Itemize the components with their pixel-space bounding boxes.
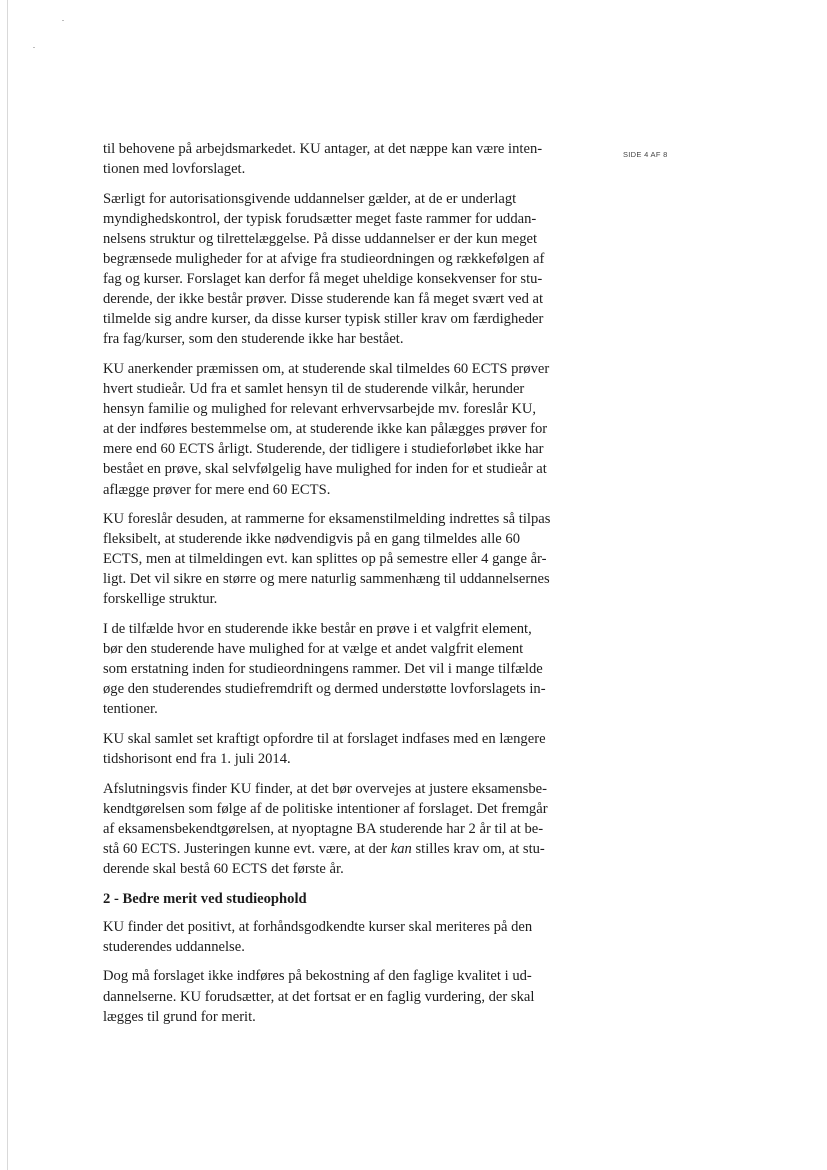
body-paragraph: I de tilfælde hvor en studerende ikke består en prøve i et valgfrit element, bør den studerende have mulighed for at vælge et andet valgfrit element som erstatning inden for studieordningens rammer. Det vil i mange tilfælde øge den studerendes studiefremdrift og dermed understøtte lovforslagets in- tentioner. — [103, 621, 546, 718]
scan-speck — [62, 20, 64, 21]
letter-body — [103, 139, 583, 1036]
body-paragraph: Dog må forslaget ikke indføres på bekostning af den faglige kvalitet i ud- dannelserne. KU forudsætter, at det fortsat er en faglig vurdering, der skal lægges til grund for merit. — [103, 968, 535, 1025]
body-paragraph: KU anerkender præmissen om, at studerende skal tilmeldes 60 ECTS prøver hvert studieår. Ud fra et samlet hensyn til de studerende vilkår, herunder hensyn familie og mulighed for relevant erhvervsarbejde mv. foreslår KU, at der indføres bestemmelse om, at studerende ikke kan pålægges prøver for mere end 60 ECTS årligt. Studerende, der tidligere i studieforløbet ikke har bestået en prøve, skal selvfølgelig have mulighed for inden for et studieår at aflægge prøver for mere end 60 ECTS. — [103, 360, 550, 498]
emphasis-kan: kan — [390, 841, 412, 857]
body-paragraph: KU foreslår desuden, at rammerne for eksamenstilmelding indrettes så tilpas fleksibelt, at studerende ikke nødvendigvis på en gang tilmeldes alle 60 ECTS, men at tilmeldingen evt. kan splittes op på semestre eller 4 gange år- ligt. Det vil sikre en større og mere naturlig sammenhæng til uddannelsernes forskellige struktur. — [103, 511, 551, 608]
page-number-marker: SIDE 4 AF 8 — [623, 150, 668, 159]
scan-speck — [33, 47, 35, 48]
body-paragraph: KU finder det positivt, at forhåndsgodkendte kurser skal meriteres på den studerendes uddannelse. — [103, 918, 533, 955]
section-heading: 2 - Bedre merit ved studieophold — [103, 890, 307, 907]
body-paragraph: KU skal samlet set kraftigt opfordre til at forslaget indfases med en længere tidshorisont end fra 1. juli 2014. — [103, 731, 546, 768]
body-paragraph: til behovene på arbejdsmarkedet. KU antager, at det næppe kan være inten- tionen med lovforslaget. — [103, 141, 543, 178]
scan-edge-line — [7, 0, 8, 1170]
body-paragraph: Afslutningsvis finder KU finder, at det bør overvejes at justere eksamensbe- kendtgørelsen som følge af de politiske intentioner af forslaget. Det fremgår af eksamensbekendtgørelsen, at nyoptagne BA studerende har 2 år til at be- stå 60 ECTS. Justeringen kunne evt. være, at der kan stilles krav om, at stu- derende skal bestå 60 ECTS det første år. — [103, 780, 548, 878]
body-paragraph: Særligt for autorisationsgivende uddannelser gælder, at de er underlagt myndighedskontrol, der typisk forudsætter meget faste rammer for uddan- nelsens struktur og tilrettelæggelse. På disse uddannelser er der kun meget begrænsede muligheder for at afvige fra studieordningen og rækkefølgen af fag og kurser. Forslaget kan derfor få meget uheldige konsekvenser for stu- derende, der ikke består prøver. Disse studerende kan få meget svært ved at tilmelde sig andre kurser, da disse kurser typisk stiller krav om færdigheder fra fag/kurser, som den studerende ikke har bestået. — [103, 190, 545, 348]
